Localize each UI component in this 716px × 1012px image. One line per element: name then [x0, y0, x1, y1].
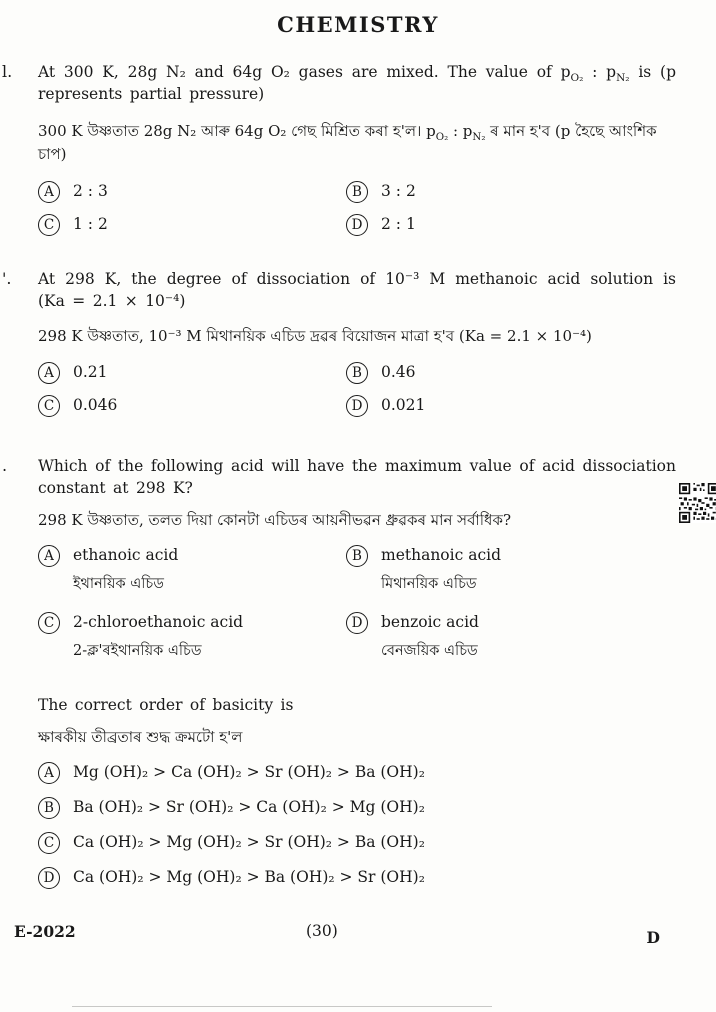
ratio-colon: :: [448, 122, 463, 140]
pressure-symbol: p: [560, 63, 571, 81]
option-letter: D: [38, 867, 60, 889]
option-text: 2-chloroethanoic acid: [73, 613, 244, 631]
option-text: 2 : 1: [381, 214, 416, 233]
question-2: [0, 268, 716, 417]
page-footer: [0, 922, 716, 946]
paper-code: E-2022: [14, 922, 76, 941]
option-letter: C: [38, 214, 60, 236]
option-letter: B: [346, 545, 368, 567]
subscript-n2: N₂: [472, 132, 486, 143]
option-text-assamese: মিথানয়িক এচিড: [381, 576, 477, 592]
question-text-english: At 298 K, the degree of dissociation of 10⁻³ M methanoic acid solution is (Ka = 2.1 × 10⁻⁴): [38, 269, 676, 310]
options-grid: [38, 546, 676, 664]
option-1c: [38, 215, 346, 236]
option-text: 0.046: [73, 395, 118, 414]
pressure-symbol: p: [426, 122, 436, 140]
option-formula: Ba (OH)₂ > Sr (OH)₂ > Ca (OH)₂ > Mg (OH)₂: [73, 798, 425, 817]
option-text: 0.021: [381, 395, 426, 414]
text-segment: is (p represents partial pressure): [38, 63, 676, 103]
option-1d: [346, 215, 676, 236]
text-segment: 300 K উষ্ণতাত 28g N₂ আৰু 64g O₂ গেছ মিশ্ৰিত কৰা হ'ল।: [38, 122, 427, 140]
option-text-assamese: বেনজয়িক এচিড: [381, 643, 478, 659]
option-3d: [346, 613, 676, 664]
option-letter: D: [346, 612, 368, 634]
options-grid: [38, 363, 676, 417]
question-3: [0, 455, 716, 664]
option-3a: [38, 546, 346, 597]
option-text: 0.46: [381, 362, 416, 381]
option-text-assamese: ইথানয়িক এচিড: [73, 576, 164, 592]
question-text-assamese: ক্ষাৰকীয় তীব্ৰতাৰ শুদ্ধ ক্ৰমটো হ'ল: [38, 728, 243, 746]
option-2d: [346, 396, 676, 417]
option-text: methanoic acid: [381, 546, 502, 564]
qr-code-icon: [679, 483, 716, 523]
option-4c: [38, 833, 676, 854]
option-formula: Ca (OH)₂ > Mg (OH)₂ > Ba (OH)₂ > Sr (OH)₂: [73, 868, 425, 887]
question-text-assamese: 298 K উষ্ণতাত, 10⁻³ M মিথানয়িক এচিড দ্ৰৱৰ বিয়োজন মাত্ৰা হ'ব (Ka = 2.1 × 10⁻⁴): [38, 326, 592, 345]
option-letter: C: [38, 832, 60, 854]
question-text-assamese: [38, 120, 676, 167]
option-letter: C: [38, 395, 60, 417]
option-letter: A: [38, 362, 60, 384]
option-text: ethanoic acid: [73, 546, 179, 564]
options-list: [38, 763, 676, 889]
option-3b: [346, 546, 676, 597]
option-text-group: [381, 546, 501, 597]
text-segment: At 300 K, 28g N₂ and 64g O₂ gases are mixed. The value of: [38, 63, 561, 81]
option-1b: [346, 182, 676, 203]
option-2a: [38, 363, 346, 384]
subscript-o2: O₂: [570, 72, 584, 85]
option-1a: [38, 182, 346, 203]
question-number: .: [2, 455, 8, 475]
option-letter: A: [38, 762, 60, 784]
pressure-symbol: p: [462, 122, 473, 140]
scan-artifact-line: [72, 1006, 492, 1007]
page-title: CHEMISTRY: [277, 12, 439, 37]
question-text-english: [38, 61, 676, 105]
option-text-group: [381, 613, 479, 664]
subscript-n2: N₂: [616, 72, 630, 85]
option-4d: [38, 868, 676, 889]
option-2c: [38, 396, 346, 417]
question-number: '.: [2, 268, 12, 288]
option-text: 2 : 3: [73, 181, 108, 200]
ratio-colon: :: [583, 63, 607, 81]
options-grid: [38, 182, 676, 236]
option-letter: B: [38, 797, 60, 819]
series-code: D: [646, 928, 660, 947]
option-3c: [38, 613, 346, 664]
option-text: 3 : 2: [381, 181, 416, 200]
question-number: l.: [2, 62, 13, 81]
option-letter: A: [38, 181, 60, 203]
page-number: (30): [306, 922, 338, 940]
option-formula: Ca (OH)₂ > Mg (OH)₂ > Sr (OH)₂ > Ba (OH)₂: [73, 833, 425, 852]
option-4a: [38, 763, 676, 784]
option-text-group: [73, 546, 178, 597]
option-text: benzoic acid: [381, 613, 479, 631]
pressure-symbol: p: [606, 63, 617, 81]
option-text-assamese: 2-ক্ল'ৰইথানয়িক এচিড: [73, 643, 202, 659]
option-formula: Mg (OH)₂ > Ca (OH)₂ > Sr (OH)₂ > Ba (OH)₂: [73, 763, 425, 782]
question-1: [0, 61, 716, 236]
question-text-english: Which of the following acid will have the maximum value of acid dissociation constant at 298 K?: [38, 456, 676, 497]
option-letter: D: [346, 214, 368, 236]
option-2b: [346, 363, 676, 384]
option-4b: [38, 798, 676, 819]
question-text-assamese: 298 K উষ্ণতাত, তলত দিয়া কোনটা এচিডৰ আয়নীভৱন ধ্ৰুৱকৰ মান সৰ্বাধিক?: [38, 510, 512, 529]
option-text-group: [73, 613, 243, 664]
question-text-english: The correct order of basicity is: [38, 696, 294, 714]
option-letter: C: [38, 612, 60, 634]
option-letter: B: [346, 181, 368, 203]
option-letter: A: [38, 545, 60, 567]
option-letter: B: [346, 362, 368, 384]
question-4: [0, 694, 716, 889]
option-letter: D: [346, 395, 368, 417]
option-text: 1 : 2: [73, 214, 108, 233]
option-text: 0.21: [73, 362, 108, 381]
subscript-o2: O₂: [435, 132, 449, 143]
text-segment: ৰ মান হ'ব (p হৈছে আংশিক চাপ): [38, 122, 657, 164]
